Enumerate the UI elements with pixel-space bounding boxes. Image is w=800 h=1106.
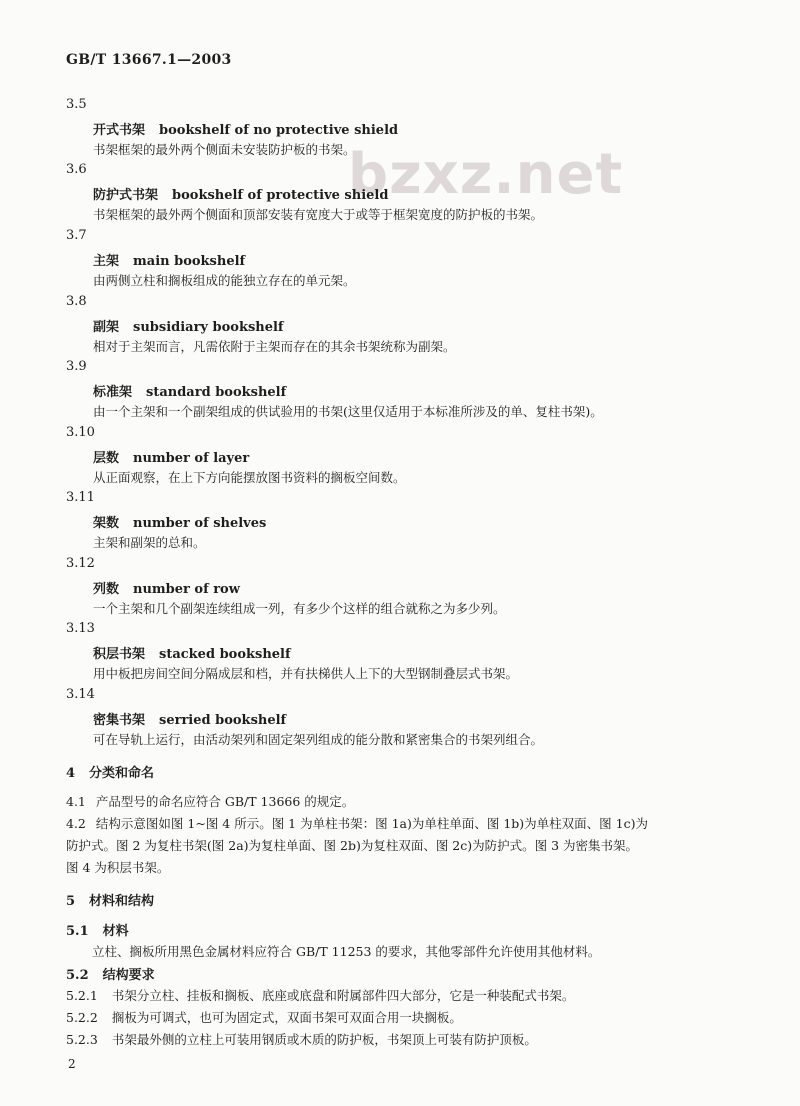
term-number: 3.13	[66, 621, 95, 636]
clause-text: 搁板为可调式，也可为固定式，双面书架可双面合用一块搁板。	[111, 1010, 462, 1025]
term-number: 3.5	[66, 97, 87, 112]
clause-text: 书架最外侧的立柱上可装用钢质或木质的防护板，书架顶上可装有防护顶板。	[111, 1032, 537, 1047]
term-en: bookshelf of no protective shield	[159, 123, 399, 138]
subsection-title: 材料	[102, 924, 129, 939]
term-zh: 防护式书架	[93, 188, 159, 203]
section-number: 5	[66, 894, 76, 909]
term-definition: 从正面观察，在上下方向能摆放图书资料的搁板空间数。	[93, 470, 406, 485]
term-en: serried bookshelf	[159, 713, 287, 728]
subsection-number: 5.1	[66, 924, 89, 939]
term-definition: 主架和副架的总和。	[93, 535, 206, 550]
section-title: 材料和结构	[89, 894, 155, 909]
term-number: 3.9	[66, 359, 87, 374]
term-heading	[93, 512, 266, 531]
clause-number: 5.2.1	[66, 988, 98, 1003]
clause-continuation: 防护式。图 2 为复柱书架(图 2a)为复柱单面、图 2b)为复柱双面、图 2c)为防护式。图 3 为密集书架。	[66, 838, 639, 853]
term-en: number of row	[133, 582, 240, 597]
clause	[66, 1008, 462, 1026]
term-zh: 副架	[93, 320, 120, 335]
term-definition: 可在导轨上运行，由活动架列和固定架列组成的能分散和紧密集合的书架列组合。	[93, 732, 544, 747]
clause-text: 书架分立柱、挂板和搁板、底座或底盘和附属部件四大部分，它是一种装配式书架。	[111, 988, 575, 1003]
term-definition: 用中板把房间空间分隔成层和档，并有扶梯供人上下的大型钢制叠层式书架。	[93, 666, 519, 681]
term-heading	[93, 643, 291, 662]
section-title: 分类和命名	[89, 766, 155, 781]
clause-text: 结构示意图如图 1~图 4 所示。图 1 为单柱书架：图 1a)为单柱单面、图 1b)为单柱双面、图 1c)为	[95, 816, 648, 831]
clause-text: 立柱、搁板所用黑色金属材料应符合 GB/T 11253 的要求，其他零部件允许使用其他材料。	[92, 944, 601, 959]
term-definition: 相对于主架而言，凡需依附于主架而存在的其余书架统称为副架。	[93, 339, 456, 354]
section-number: 4	[66, 766, 76, 781]
subsection-title: 结构要求	[102, 968, 155, 983]
term-en: subsidiary bookshelf	[133, 320, 284, 335]
term-heading	[93, 578, 240, 597]
term-definition: 一个主架和几个副架连续组成一列，有多少个这样的组合就称之为多少列。	[93, 601, 506, 616]
term-definition: 书架框架的最外两个侧面未安装防护板的书架。	[93, 142, 356, 157]
page-number: 2	[68, 1057, 76, 1071]
term-zh: 开式书架	[93, 123, 146, 138]
clause-number: 4.2	[66, 816, 86, 831]
term-definition: 书架框架的最外两个侧面和顶部安装有宽度大于或等于框架宽度的防护板的书架。	[93, 207, 544, 222]
term-definition: 由两侧立柱和搁板组成的能独立存在的单元架。	[93, 273, 356, 288]
term-zh: 层数	[93, 451, 120, 466]
clause	[66, 986, 574, 1004]
term-heading	[93, 447, 249, 466]
term-number: 3.14	[66, 687, 95, 702]
term-en: main bookshelf	[133, 254, 246, 269]
term-heading	[93, 184, 388, 203]
term-number: 3.7	[66, 228, 87, 243]
term-heading	[93, 709, 286, 728]
term-en: standard bookshelf	[146, 385, 287, 400]
term-zh: 主架	[93, 254, 120, 269]
subsection-heading	[66, 964, 155, 983]
term-zh: 积层书架	[93, 647, 146, 662]
subsection-heading	[66, 920, 129, 939]
term-number: 3.8	[66, 294, 87, 309]
term-heading	[93, 381, 286, 400]
clause-number: 4.1	[66, 794, 86, 809]
term-en: number of shelves	[133, 516, 267, 531]
clause-number: 5.2.3	[66, 1032, 98, 1047]
standard-header: GB/T 13667.1—2003	[66, 52, 232, 68]
term-en: stacked bookshelf	[159, 647, 291, 662]
term-zh: 标准架	[93, 385, 133, 400]
term-number: 3.12	[66, 556, 95, 571]
section-heading	[66, 762, 154, 781]
term-number: 3.10	[66, 425, 95, 440]
clause	[66, 814, 648, 832]
clause-text: 产品型号的命名应符合 GB/T 13666 的规定。	[95, 794, 355, 809]
watermark: bzxz.net	[348, 142, 624, 207]
clause	[66, 792, 354, 810]
term-heading	[93, 119, 398, 138]
section-heading	[66, 890, 154, 909]
term-zh: 列数	[93, 582, 120, 597]
subsection-number: 5.2	[66, 968, 89, 983]
term-en: number of layer	[133, 451, 250, 466]
term-heading	[93, 316, 284, 335]
term-definition: 由一个主架和一个副架组成的供试验用的书架(这里仅适用于本标准所涉及的单、复柱书架)。	[93, 404, 603, 419]
clause-number: 5.2.2	[66, 1010, 98, 1025]
clause	[66, 1030, 537, 1048]
term-number: 3.6	[66, 162, 87, 177]
clause-continuation: 图 4 为积层书架。	[66, 860, 170, 875]
term-number: 3.11	[66, 490, 95, 505]
term-zh: 密集书架	[93, 713, 146, 728]
term-heading	[93, 250, 245, 269]
term-zh: 架数	[93, 516, 120, 531]
term-en: bookshelf of protective shield	[172, 188, 389, 203]
